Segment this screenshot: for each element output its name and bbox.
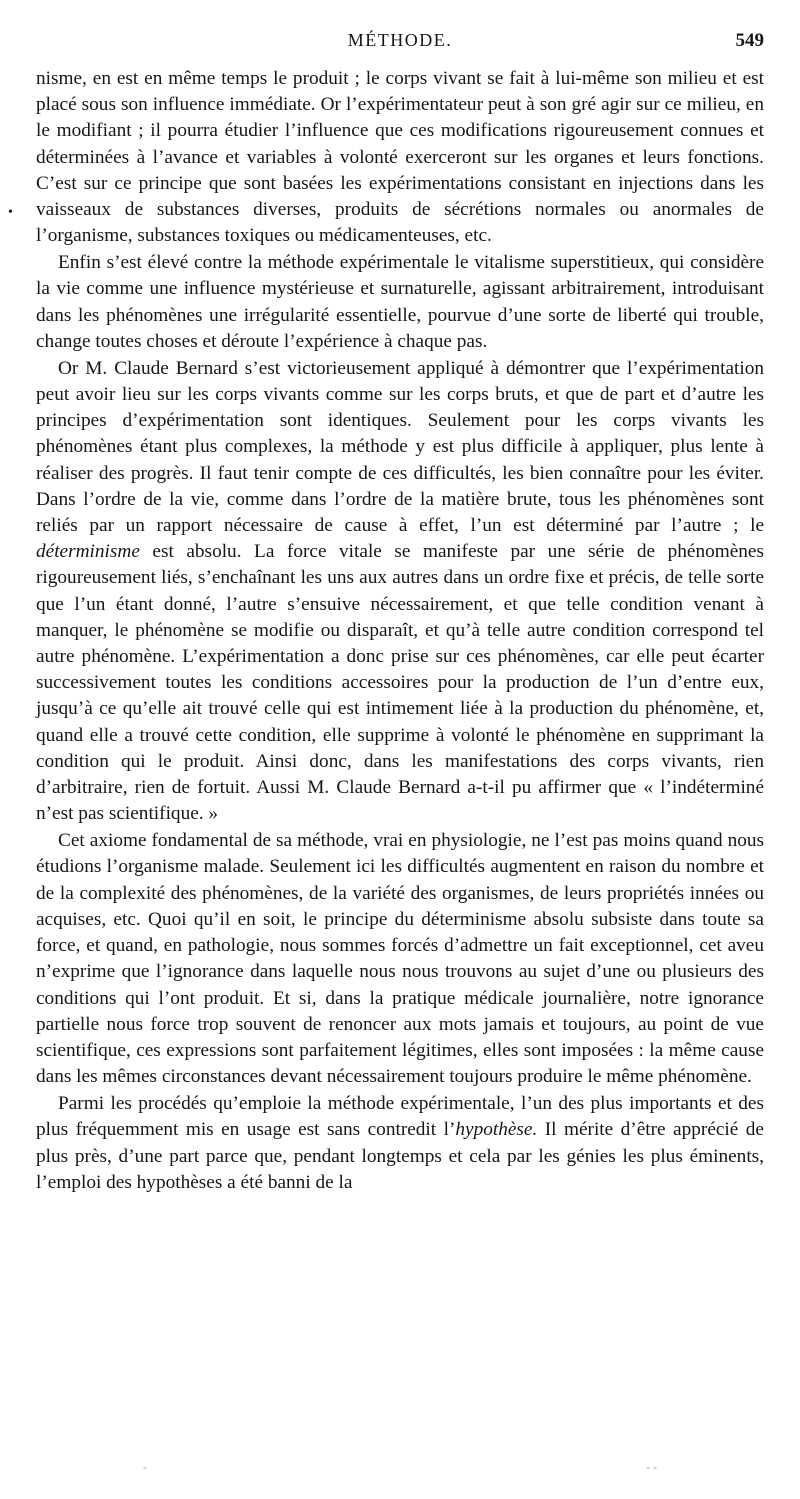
running-title: MÉTHODE. [347, 30, 453, 50]
page-header [36, 30, 764, 56]
paragraph-1 [36, 66, 764, 249]
paragraph-text: Enfin s’est élevé contre la méthode expérimentale le vitalisme superstitieux, qui considère la vie comme une influence mystérieuse et surnaturelle, agissant arbitrairement, introduisant dans les phénomènes une irrégularité essentielle, pourvue d’une sorte de liberté qui trouble, change toutes choses et déroute l’expérience à chaque pas. [36, 252, 764, 352]
page-number: 549 [735, 30, 764, 51]
footer-mark-right: - - [646, 1460, 657, 1474]
paragraph-text: Cet axiome fondamental de sa méthode, vrai en physiologie, ne l’est pas moins quand nous étudions l’organisme malade. Seulement ici les difficultés augmentent en raison du nombre et de la complexité des phénomènes, de la variété des organismes, de leurs propriétés innées ou acquises, etc. Quoi qu’il en soit, le principe du déterminisme absolu subsiste dans toute sa force, et quand, en pathologie, nous sommes forcés d’admettre un fait exceptionnel, cet aveu n’exprime que l’ignorance dans laquelle nous nous trouvons au sujet d’une ou plusieurs des conditions qui l’ont produit. Et si, dans la pratique médicale journalière, notre ignorance partielle nous force trop souvent de renoncer aux mots jamais et toujours, au point de vue scientifique, ces expressions sont parfaitement légitimes, elles sont imposées : la même cause dans les mêmes circonstances devant nécessairement toujours produire le même phénomène. [36, 830, 764, 1088]
paragraph-text: est absolu. La force vitale se manifeste par une série de phénomènes rigoureusement liés, s’enchaînant les uns aux autres dans un ordre fixe et précis, de telle sorte que l’un étant donné, l’autre s’ensuive nécessairement, et que telle condition venant à manquer, le phénomène se modifie ou disparaît, et qu’à telle autre condition correspond tel autre phénomène. L’expérimentation a donc prise sur ces phénomènes, car elle peut écarter successivement toutes les conditions accessoires pour la production de l’un d’entre eux, jusqu’à ce qu’elle ait trouvé celle qui est intimement liée à la production du phénomène, et, quand elle a trouvé cette condition, elle supprime à volonté le phénomène en supprimant la condition qui le produit. Ainsi donc, dans les manifestations des corps vivants, rien d’arbitraire, rien de fortuit. Aussi M. Claude Bernard a-t-il pu affirmer que « l’indéterminé n’est pas scientifique. » [36, 541, 764, 825]
footer-mark-left: - [143, 1460, 147, 1474]
paragraph-2 [36, 250, 764, 355]
paragraph-5 [36, 1091, 764, 1196]
footer-marks [0, 1460, 800, 1472]
emphasis-determinisme: déterminisme [36, 541, 140, 563]
paragraph-text: nisme, en est en même temps le produit ; le corps vivant se fait à lui-même son milieu et est placé sous son influence immédiate. Or l’expérimentateur peut à son gré agir sur ce milieu, en le modifiant ; il pourra étudier l’influence que ces modifications rigoureusement connues et déterminées à l’avance et variables à volonté exerceront sur les organes et leurs fonctions. C’est sur ce principe que sont basées les expérimentations consistant en injections dans les vaisseaux de substances diverses, produits de sécrétions normales ou anormales de l’organisme, substances toxiques ou médicamenteuses, etc. [36, 68, 764, 247]
paragraph-text: Or M. Claude Bernard s’est victorieusement appliqué à démontrer que l’expérimentation peut avoir lieu sur les corps vivants comme sur les corps bruts, et que de part et d’autre les principes d’expérimentation sont identiques. Seulement pour les corps vivants les phénomènes étant plus complexes, la méthode y est plus difficile à appliquer, plus lente à réaliser des progrès. Il faut tenir compte de ces difficultés, les bien connaître pour les éviter. Dans l’ordre de la vie, comme dans l’ordre de la matière brute, tous les phénomènes sont reliés par un rapport nécessaire de cause à effet, l’un est déterminé par l’autre ; le [36, 357, 764, 537]
emphasis-hypothese: hypothèse. [455, 1119, 538, 1141]
margin-mark: • [8, 205, 13, 220]
body-text [36, 66, 764, 1196]
paragraph-text: Parmi les procédés qu’emploie la méthode expérimentale, l’un des plus importants et des plus fréquemment mis en usage est sans contredit l’ [36, 1093, 764, 1141]
paragraph-3 [36, 356, 764, 828]
paragraph-4 [36, 828, 764, 1090]
paragraph-text: Il mérite d’être apprécié de plus près, d’une part parce que, pendant longtemps et cela par les génies les plus éminents, l’emploi des hypothèses a été banni de la [36, 1119, 764, 1193]
